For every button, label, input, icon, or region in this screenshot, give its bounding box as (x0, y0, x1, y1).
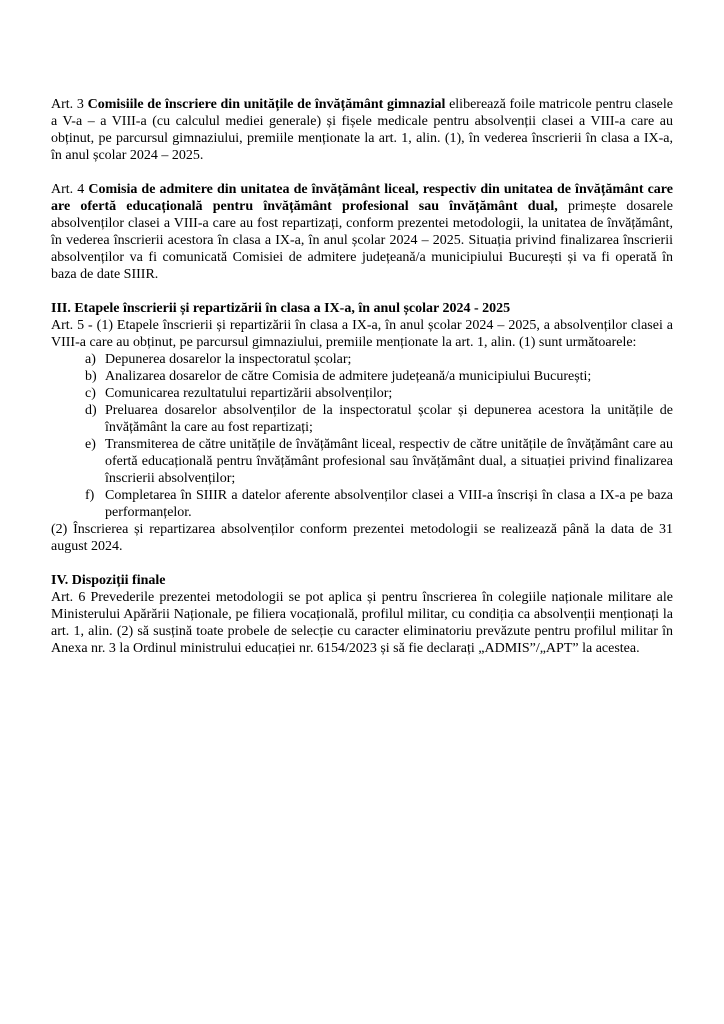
list-item-a-label: a) (85, 352, 96, 367)
list-item-b (51, 368, 673, 385)
list-item-a-text: Depunerea dosarelor la inspectoratul școlar; (105, 352, 352, 367)
list-item-d-text: Preluarea dosarelor absolvenților de la inspectoratul școlar și depunerea acestora la unitățile de învățământ la care au fost repartizați; (105, 403, 673, 435)
art3-body-text: eliberează foile matricole pentru clasele a V-a – a VIII-a (cu calculul mediei generale) și fișele medicale pentru absolvenții clasei a VIII-a care au obținut, pe parcursul gimnaziului, premiile menționate la art. 1, alin. (1), în vederea înscrierii în clasa a IX-a, în anul școlar 2024 – 2025. (51, 97, 673, 163)
paragraph-art4 (51, 181, 673, 283)
paragraph-art3 (51, 96, 673, 164)
list-item-f-text: Completarea în SIIIR a datelor aferente absolvenților clasei a VIII-a înscriși în clasa a IX-a pe baza performanțelor. (105, 488, 673, 520)
art4-label: Art. 4 (51, 182, 89, 197)
list-item-c-label: c) (85, 386, 96, 401)
paragraph-art6: Art. 6 Prevederile prezentei metodologii se pot aplica și pentru înscrierea în colegiile naționale militare ale Ministerului Apărării Naționale, pe filiera vocațională, profilul militar, cu condiția ca absolvenții menționați la art. 1, alin. (2) să susțină toate probele de selecție cu caracter eliminatoriu prevăzute pentru profilul militar în Anexa nr. 3 la Ordinul ministrului educației nr. 6154/2023 și să fie declarați „ADMIS”/„APT” la acestea. (51, 590, 673, 656)
list-item-a (51, 351, 673, 368)
section-iv-heading: IV. Dispoziții finale (51, 573, 166, 588)
list-item-d (51, 402, 673, 436)
etape-list (51, 351, 673, 521)
list-item-b-text: Analizarea dosarelor de către Comisia de admitere județeană/a municipiului București; (105, 369, 592, 384)
list-item-e-text: Transmiterea de către unitățile de învățământ liceal, respectiv de către unitățile de învățământ care au ofertă educațională pentru învățământ profesional sau învățământ dual, a situației privind finalizarea înscrierii absolvenților; (105, 437, 673, 486)
list-item-c-text: Comunicarea rezultatului repartizării absolvenților; (105, 386, 393, 401)
list-item-c (51, 385, 673, 402)
art3-label: Art. 3 (51, 97, 88, 112)
section-iii-heading: III. Etapele înscrierii și repartizării în clasa a IX-a, în anul școlar 2024 - 2025 (51, 301, 511, 316)
list-item-f (51, 487, 673, 521)
art3-bold-title: Comisiile de înscriere din unitățile de învățământ gimnazial (87, 97, 446, 112)
list-item-e (51, 436, 673, 487)
list-item-b-label: b) (85, 369, 97, 384)
list-item-f-label: f) (85, 488, 95, 503)
list-item-e-label: e) (85, 437, 96, 452)
list-item-d-label: d) (85, 403, 97, 418)
paragraph-art5-alin2: (2) Înscrierea și repartizarea absolvenților conform prezentei metodologii se realizează până la data de 31 august 2024. (51, 522, 673, 554)
art4-bold-title: Comisia de admitere din unitatea de învățământ liceal, respectiv din unitatea de învățământ care are ofertă educațională pentru învățământ profesional sau învățământ dual, (51, 182, 673, 214)
art4-body-text: primește dosarele absolvenților clasei a VIII-a care au fost repartizați, conform prezentei metodologii, la unitatea de învățământ, în vederea înscrierii acestora în clasa a IX-a, în anul școlar 2024 – 2025. Situația privind finalizarea înscrierii absolvenților va fi comunicată Comisiei de admitere județeană/a municipiului București și va fi operată în baza de date SIIIR. (51, 199, 673, 282)
paragraph-art5-intro: Art. 5 - (1) Etapele înscrierii și repartizării în clasa a IX-a, în anul școlar 2024 – 2025, a absolvenților clasei a VIII-a care au obținut, pe parcursul gimnaziului, premiile menționate la art. 1, alin. (1) sunt următoarele: (51, 318, 673, 350)
